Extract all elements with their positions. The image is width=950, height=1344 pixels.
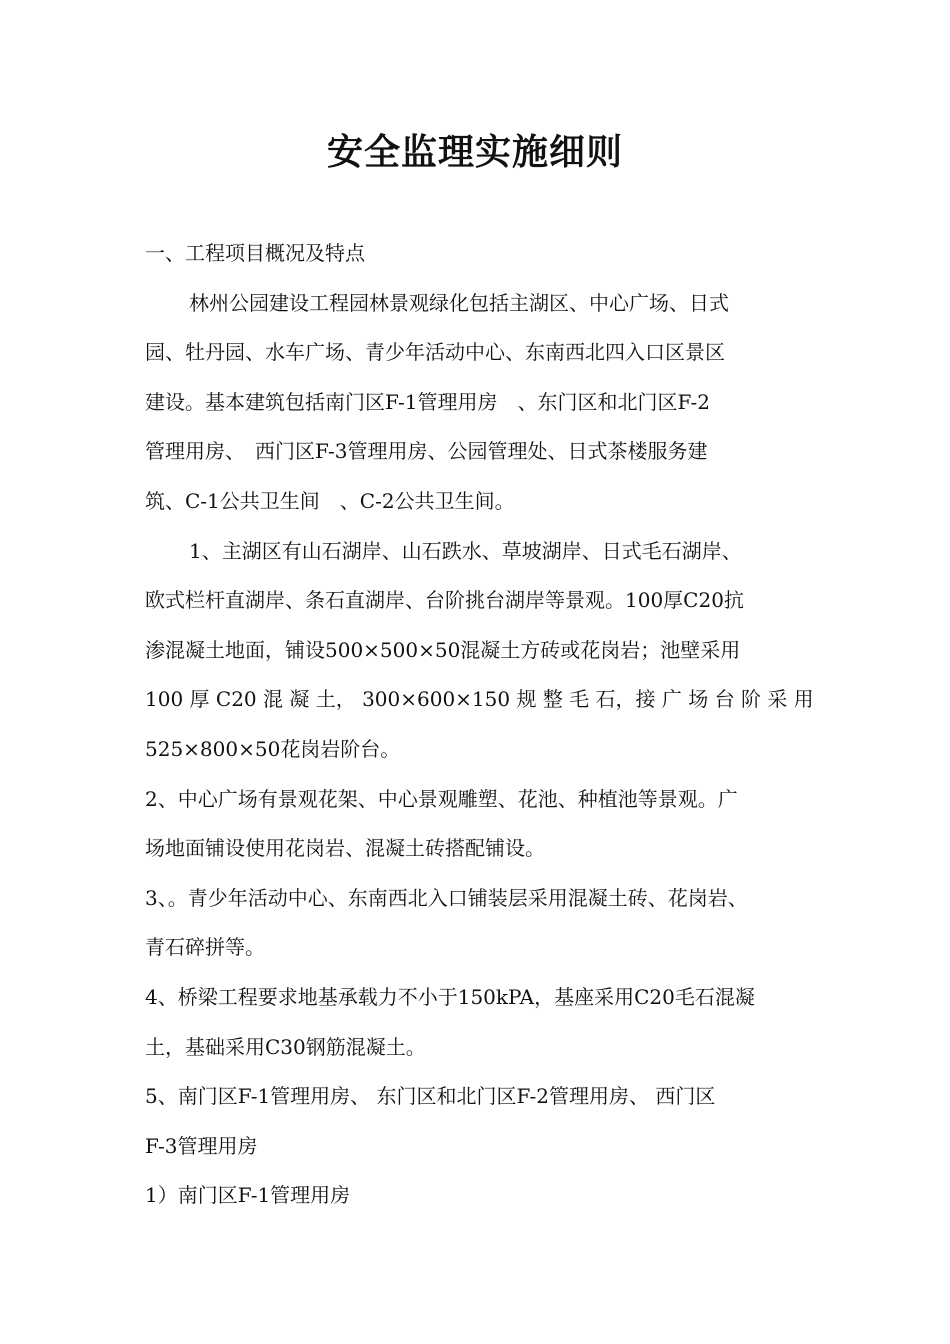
paragraph-line: 欧式栏杆直湖岸、条石直湖岸、台阶挑台湖岸等景观。100厚C20抗 xyxy=(145,588,744,613)
document-body xyxy=(145,229,815,1221)
paragraph-line: 100 厚 C20 混 凝 土， 300×600×150 规 整 毛 石，接 广 场 台 阶 采 用 xyxy=(145,687,814,712)
paragraph-line: 5、南门区F-1管理用房、 东门区和北门区F-2管理用房、 西门区 xyxy=(145,1084,716,1109)
paragraph-line: 525×800×50花岗岩阶台。 xyxy=(145,736,401,761)
paragraph-line: 土，基础采用C30钢筋混凝土。 xyxy=(145,1034,426,1059)
document-title: 安全监理实施细则 xyxy=(326,132,623,173)
paragraph-line: 场地面铺设使用花岗岩、混凝土砖搭配铺设。 xyxy=(145,836,545,861)
paragraph-line: 1、主湖区有山石湖岸、山石跌水、草坡湖岸、日式毛石湖岸、 xyxy=(189,538,742,563)
subsection-heading: 1）南门区F-1管理用房 xyxy=(145,1183,351,1208)
paragraph-line: 建设。基本建筑包括南门区F-1管理用房 、东门区和北门区F-2 xyxy=(145,389,710,414)
section-heading: 一、工程项目概况及特点 xyxy=(145,241,365,265)
paragraph-line: 4、桥梁工程要求地基承载力不小于150kPA，基座采用C20毛石混凝 xyxy=(145,984,755,1009)
paragraph-line: 2、中心广场有景观花架、中心景观雕塑、花池、种植池等景观。广 xyxy=(145,786,738,811)
paragraph-line: 园、牡丹园、水车广场、青少年活动中心、东南西北四入口区景区 xyxy=(145,340,725,365)
paragraph-line: F-3管理用房 xyxy=(145,1133,258,1158)
paragraph-line: 筑、C-1公共卫生间 、C-2公共卫生间。 xyxy=(145,488,515,513)
paragraph-line: 管理用房、 西门区F-3管理用房、公园管理处、日式茶楼服务建 xyxy=(145,439,708,464)
paragraph-line: 3、。青少年活动中心、东南西北入口铺装层采用混凝土砖、花岗岩、 xyxy=(145,885,748,910)
paragraph-line: 青石碎拼等。 xyxy=(145,935,265,960)
paragraph-line: 渗混凝土地面，铺设500×500×50混凝土方砖或花岗岩；池壁采用 xyxy=(145,637,741,662)
paragraph-line: 林州公园建设工程园林景观绿化包括主湖区、中心广场、日式 xyxy=(189,290,729,315)
